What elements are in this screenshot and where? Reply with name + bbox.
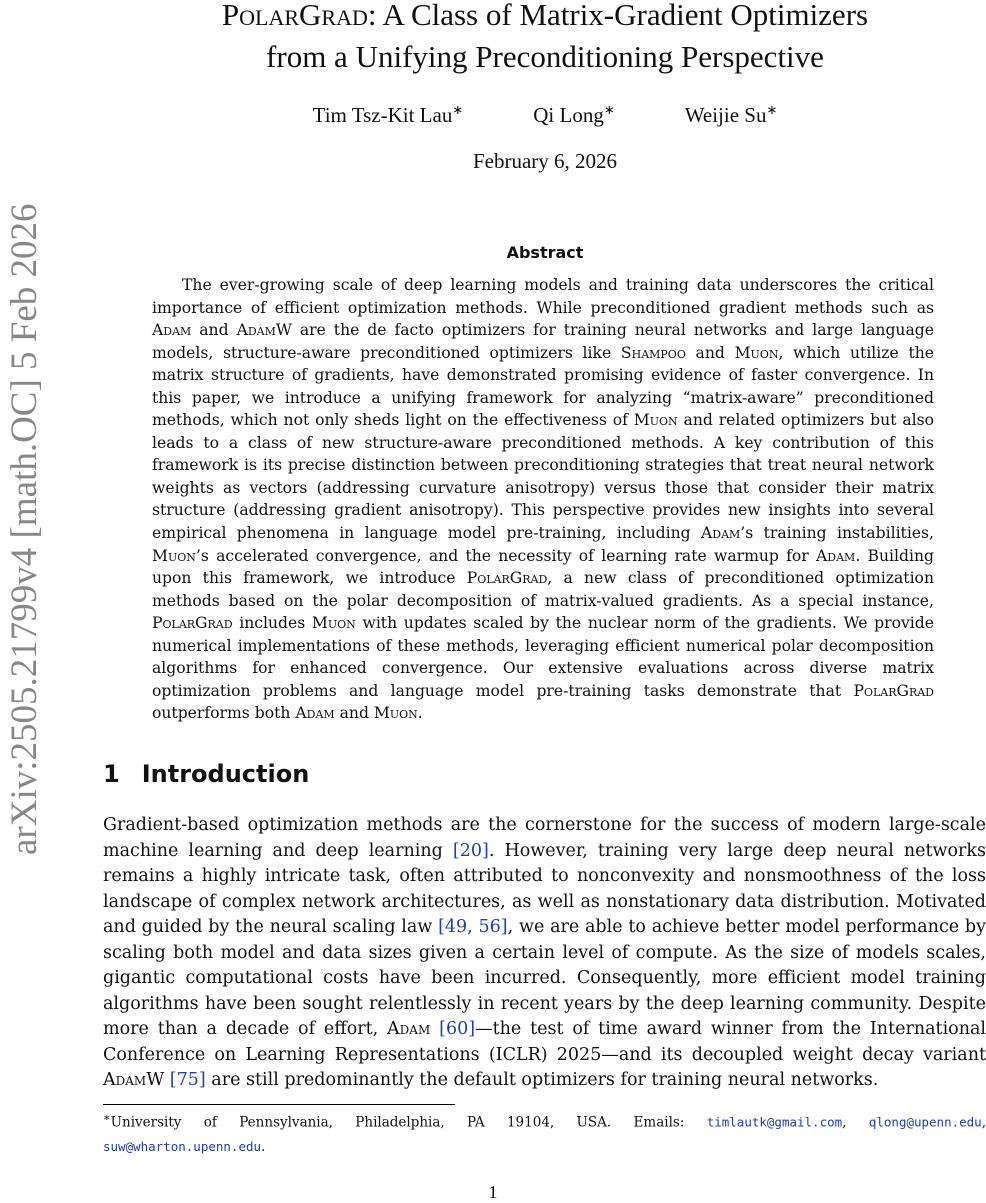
introduction-body bbox=[103, 813, 986, 1094]
footnote: ∗University of Pennsylvania, Philadelphia, PA 19104, USA. Emails: timlautk@gmail.com, qlong@upenn.edu, suw@wharton.upenn.edu. bbox=[103, 1111, 986, 1155]
paper-date: February 6, 2026 bbox=[472, 149, 618, 173]
body-paragraph: Gradient-based optimization methods are the cornerstone for the success of modern large-scale machine learning and deep learning [20]. However, training very large deep neural networks remains a highly intricate task, often attributed to nonconvexity and nonsmoothness of the loss landscape of complex network architectures, as well as nonstationary data distribution. Motivated and guided by the neural scaling law [49, 56], we are able to achieve better model performance by scaling both model and data sizes given a certain level of compute. As the size of models scales, gigantic computational costs have been incurred. Consequently, more efficient model training algorithms have been sought relentlessly in recent years by the deep learning community. Despite more than a decade of effort, Adam [60]—the test of time award winner from the International Conference on Learning Representations (ICLR) 2025—and its decoupled weight decay variant AdamW [75] are still predominantly the default optimizers for training neural networks. bbox=[103, 815, 986, 1090]
email-link[interactable]: suw@wharton.upenn.edu bbox=[103, 1138, 262, 1154]
abstract-body bbox=[152, 274, 934, 725]
abstract-heading: Abstract bbox=[506, 243, 584, 262]
footnote-rule bbox=[103, 1104, 455, 1105]
author: Weijie Su∗ bbox=[684, 102, 778, 127]
author: Qi Long∗ bbox=[533, 102, 615, 127]
section-title: Introduction bbox=[141, 760, 310, 788]
citation-link[interactable]: [75] bbox=[169, 1070, 206, 1090]
author-list bbox=[150, 102, 940, 128]
email-link[interactable]: qlong@upenn.edu bbox=[868, 1114, 982, 1130]
author: Tim Tsz-Kit Lau∗ bbox=[312, 102, 464, 127]
section-number: 1 bbox=[103, 760, 120, 788]
email-link[interactable]: timlautk@gmail.com bbox=[706, 1114, 843, 1130]
title-method-name: PolarGrad bbox=[221, 0, 368, 32]
abstract-paragraph: The ever-growing scale of deep learning models and training data underscores the critical importance of efficient optimization methods. While preconditioned gradient methods such as Adam and AdamW are the de facto optimizers for training neural networks and large language models, structure-aware preconditioned optimizers like Shampoo and Muon, which utilize the matrix structure of gradients, have demonstrated promising evidence of faster convergence. In this paper, we introduce a unifying framework for analyzing “matrix-aware” preconditioned methods, which not only sheds light on the effectiveness of Muon and related optimizers but also leads to a class of new structure-aware preconditioned methods. A key contribution of this framework is its precise distinction between preconditioning strategies that treat neural network weights as vectors (addressing curvature anisotropy) versus those that consider their matrix structure (addressing gradient anisotropy). This perspective provides new insights into several empirical phenomena in language model pre-training, including Adam’s training instabilities, Muon’s accelerated convergence, and the necessity of learning rate warmup for Adam. Building upon this framework, we introduce PolarGrad, a new class of preconditioned optimization methods based on the polar decomposition of matrix-valued gradients. As a special instance, PolarGrad includes Muon with updates scaled by the nuclear norm of the gradients. We provide numerical implementations of these methods, leveraging efficient numerical polar decomposition algorithms for enhanced convergence. Our extensive evaluations across diverse matrix optimization problems and language model pre-training tasks demonstrate that PolarGrad outperforms both Adam and Muon. bbox=[152, 276, 935, 723]
page-number: 1 bbox=[488, 1182, 498, 1202]
citation-link[interactable]: [49, 56] bbox=[438, 917, 508, 937]
arxiv-stamp: arXiv:2505.21799v4 [math.OC] 5 Feb 2026 bbox=[4, 203, 45, 855]
paper-title: PolarGrad: A Class of Matrix-Gradient Optimizers from a Unifying Preconditioning Perspective bbox=[150, 0, 940, 78]
section-heading bbox=[103, 760, 309, 788]
citation-link[interactable]: [60] bbox=[439, 1019, 476, 1039]
citation-link[interactable]: [20] bbox=[452, 840, 489, 861]
